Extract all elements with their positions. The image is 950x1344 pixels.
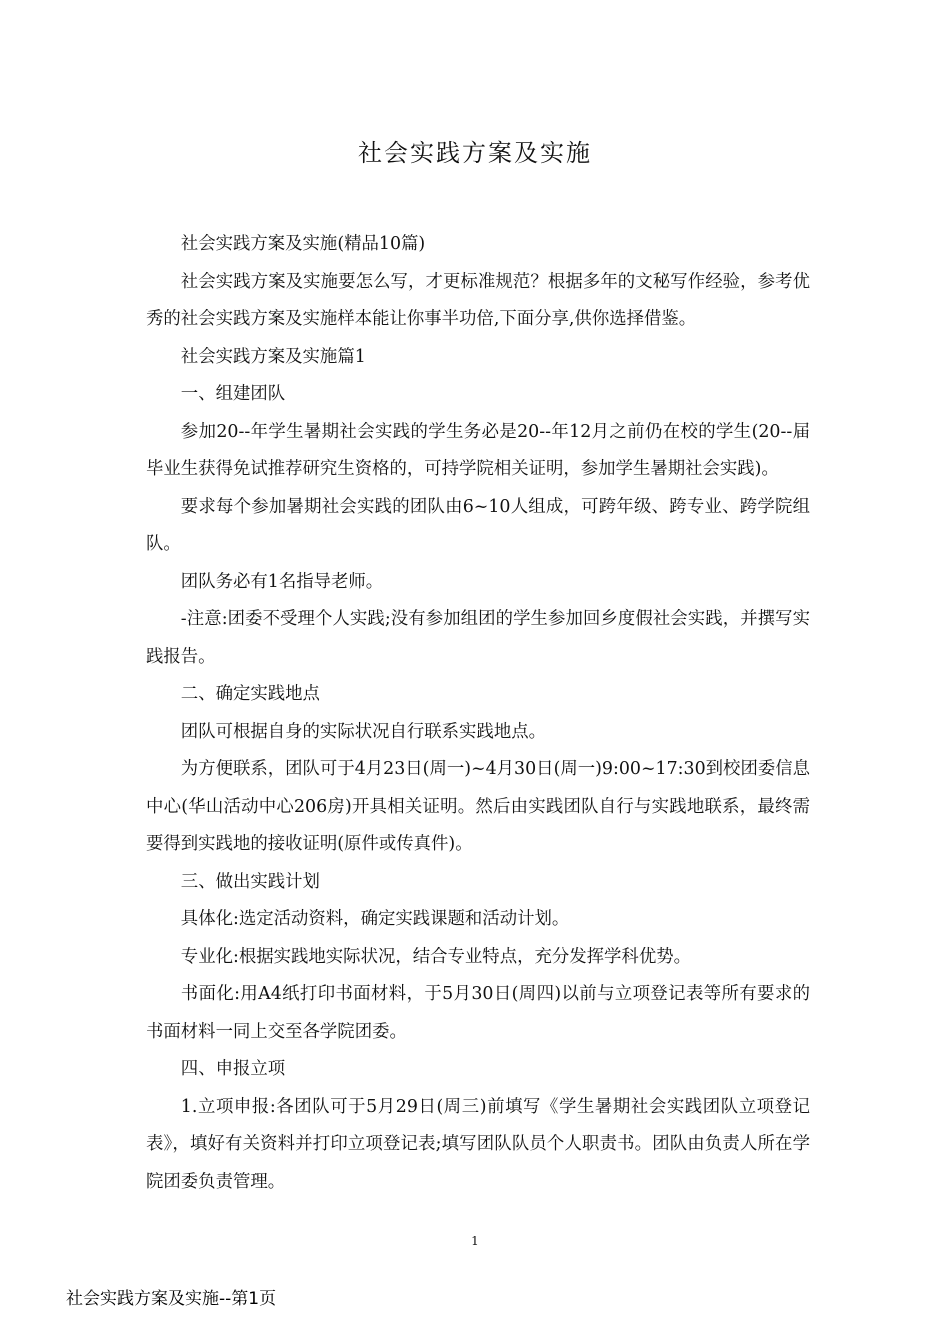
paragraph: 团队可根据自身的实际状况自行联系实践地点。 xyxy=(180,721,547,742)
paragraph: 书面化:用A4纸打印书面材料，于5月30日(周四)以前与立项登记表等所有要求的书面材料一同上交至各学院团委。 xyxy=(146,984,810,1042)
paragraph: 1.立项申报:各团队可于5月29日(周三)前填写《学生暑期社会实践团队立项登记表》，填好有关资料并打印立项登记表;填写团队队员个人职责书。团队由负责人所在学院团委负责管理。 xyxy=(146,1096,810,1192)
paragraph: 社会实践方案及实施(精品10篇) xyxy=(180,234,426,254)
paragraph: 要求每个参加暑期社会实践的团队由6~10人组成，可跨年级、跨专业、跨学院组队。 xyxy=(146,496,810,554)
page-number: 1 xyxy=(471,1234,479,1248)
document-body xyxy=(146,226,810,1201)
section-heading: 四、申报立项 xyxy=(180,1059,286,1079)
paragraph: 参加20--年学生暑期社会实践的学生务必是20--年12月之前仍在校的学生(20--届毕业生获得免试推荐研究生资格的，可持学院相关证明，参加学生暑期社会实践)。 xyxy=(146,421,810,479)
paragraph: -注意:团委不受理个人实践;没有参加组团的学生参加回乡度假社会实践，并撰写实践报告。 xyxy=(146,609,810,667)
section-heading: 社会实践方案及实施篇1 xyxy=(180,346,366,367)
section-heading: 一、组建团队 xyxy=(180,384,286,404)
document-title: 社会实践方案及实施 xyxy=(358,139,592,167)
paragraph: 社会实践方案及实施要怎么写，才更标准规范？根据多年的文秘写作经验，参考优秀的社会实践方案及实施样本能让你事半功倍,下面分享,供你选择借鉴。 xyxy=(146,271,810,329)
paragraph: 具体化:选定活动资料，确定实践课题和活动计划。 xyxy=(180,909,570,929)
paragraph: 专业化:根据实践地实际状况，结合专业特点，充分发挥学科优势。 xyxy=(180,946,691,967)
section-heading: 三、做出实践计划 xyxy=(180,871,320,892)
paragraph: 为方便联系，团队可于4月23日(周一)~4月30日(周一)9:00~17:30到校团委信息中心(华山活动中心206房)开具相关证明。然后由实践团队自行与实践地联系，最终需要得到实践地的接收证明(原件或传真件)。 xyxy=(146,759,811,854)
paragraph: 团队务必有1名指导老师。 xyxy=(180,571,384,592)
page-footer: 社会实践方案及实施--第1页 xyxy=(66,1289,277,1309)
section-heading: 二、确定实践地点 xyxy=(180,684,320,704)
